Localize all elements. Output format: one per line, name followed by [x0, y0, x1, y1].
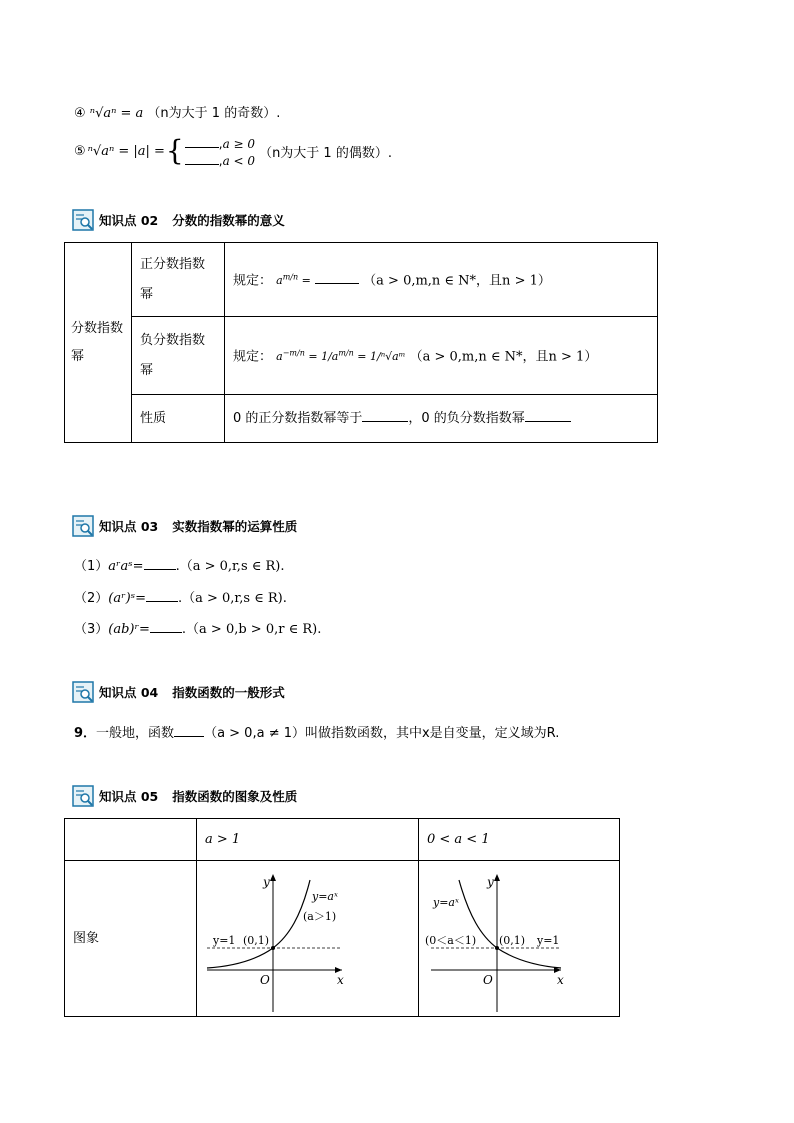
property-item-2-blank: [146, 588, 178, 602]
section-05-subtitle: 指数函数的图象及性质: [172, 789, 298, 804]
row-label-cell: [65, 861, 197, 1017]
graph1-point: [271, 946, 275, 950]
graph1-y-label: y: [263, 874, 270, 889]
graph1-x-label: x: [337, 972, 344, 987]
section-04-heading: [72, 681, 285, 703]
property-text-1: 0 的正分数指数幂等于: [233, 410, 363, 426]
rule-5-formula: ⁿ√aⁿ = |a| =: [87, 143, 165, 159]
graph2-y-label: y: [487, 874, 494, 889]
label-negative: 负分数指数幂: [140, 332, 206, 378]
property-item-3-num: （3）: [74, 622, 109, 637]
graph2-curve: [459, 880, 561, 968]
row-header: 分数指数幂: [71, 320, 124, 364]
section-05-title: 知识点 05: [99, 789, 159, 804]
section-02-title: 知识点 02: [99, 213, 159, 228]
content-cell-negative: [225, 317, 658, 395]
property-item-1-num: （1）: [74, 559, 109, 574]
rule-4-number: ④: [74, 106, 86, 121]
graph-cell-1: [197, 861, 419, 1017]
graph2-line-label: y=1: [537, 933, 560, 947]
definition-text-2: （a > 0,a ≠ 1）叫做指数函数，其中x是自变量，定义域为R.: [204, 726, 560, 741]
graph2-y-arrow: [494, 874, 500, 881]
header-cell-a-between: [419, 819, 620, 861]
graph1-y-arrow: [270, 874, 276, 881]
graph-decay: [419, 862, 619, 1016]
graph-growth: [197, 862, 418, 1016]
definition-line: [74, 722, 559, 741]
row-header-cell: [65, 243, 132, 443]
section-02-subtitle: 分数的指数幂的意义: [172, 213, 285, 228]
section-04-title: 知识点 04: [99, 685, 159, 700]
graph1-point-label: (0,1): [243, 933, 270, 947]
rule-5-case1: a ≥ 0: [222, 137, 256, 151]
magnifier-book-icon: [72, 515, 94, 537]
label-cell-property: [132, 395, 225, 443]
section-05-heading: [72, 785, 297, 807]
definition-blank: [174, 723, 204, 737]
row-label-graph: 图象: [73, 930, 100, 946]
section-03-heading: [72, 515, 297, 537]
property-text-2: ，0 的负分数指数幂: [408, 410, 525, 426]
rule-5-number: ⑤: [74, 143, 86, 159]
magnifier-book-icon: [72, 785, 94, 807]
positive-blank: [315, 270, 359, 284]
graph1-curve: [207, 880, 310, 968]
graph-cell-2: [419, 861, 620, 1017]
label-cell-negative: [132, 317, 225, 395]
property-item-1-blank: [144, 556, 176, 570]
property-item-1-lhs: aʳaˢ=: [108, 559, 144, 574]
property-item-3-blank: [150, 619, 182, 633]
exponential-function-table: [64, 818, 620, 1017]
negative-prefix: 规定：: [233, 349, 273, 365]
rule-5: [74, 134, 392, 168]
positive-condition: （a > 0,m,n ∈ N*，且n > 1）: [363, 273, 551, 289]
graph2-origin: O: [483, 972, 493, 987]
rule-4-condition: （n为大于 1 的奇数）.: [147, 106, 281, 121]
section-03-subtitle: 实数指数幂的运算性质: [172, 519, 298, 534]
header-a-gt-1: a > 1: [205, 831, 241, 847]
property-item-1: [74, 555, 285, 574]
rule-5-brace: {: [165, 134, 184, 167]
magnifier-book-icon: [72, 681, 94, 703]
header-a-between: 0 < a < 1: [427, 831, 490, 847]
section-04-subtitle: 指数函数的一般形式: [172, 685, 285, 700]
property-item-3-lhs: (ab)ʳ=: [108, 622, 150, 637]
graph1-origin: O: [260, 972, 270, 987]
header-cell-a-gt-1: [197, 819, 419, 861]
property-item-2-lhs: (aʳ)ˢ=: [108, 591, 146, 606]
graph1-condition: (a＞1): [303, 909, 337, 923]
property-blank-1: [362, 408, 408, 422]
property-item-2-num: （2）: [74, 591, 109, 606]
negative-formula: $a^{-m/n} = 1/a^{m/n}$ = 1/ⁿ√aᵐ: [276, 348, 406, 364]
fractional-exponent-table: [64, 242, 658, 443]
property-item-3: [74, 618, 321, 637]
positive-prefix: 规定：: [233, 273, 273, 289]
content-cell-positive: [225, 243, 658, 317]
graph2-condition: (0＜a＜1): [425, 933, 477, 947]
positive-formula: $a^{m/n}$ =: [276, 272, 311, 288]
content-cell-property: [225, 395, 658, 443]
graph1-line-label: y=1: [213, 933, 236, 947]
rule-4-formula: ⁿ√aⁿ = a: [89, 106, 144, 121]
rule-5-case2: a < 0: [222, 154, 256, 168]
property-blank-2: [525, 408, 571, 422]
section-03-title: 知识点 03: [99, 519, 159, 534]
graph1-curve-label: y=aˣ: [312, 889, 338, 903]
graph2-x-label: x: [557, 972, 564, 987]
graph2-point-label: (0,1): [499, 933, 526, 947]
property-item-3-condition: .（a > 0,b > 0,r ∈ R).: [181, 622, 322, 637]
rule-4: [74, 102, 280, 121]
rule-5-condition: （n为大于 1 的偶数）.: [259, 145, 392, 161]
property-item-2: [74, 587, 287, 606]
definition-text-1: 一般地，函数: [96, 726, 175, 741]
magnifier-book-icon: [72, 209, 94, 231]
label-cell-positive: [132, 243, 225, 317]
definition-num: 9．: [74, 726, 97, 741]
negative-condition: （a > 0,m,n ∈ N*，且n > 1）: [409, 349, 598, 365]
rule-5-cases: ,a ≥ 0 ,a < 0: [185, 134, 255, 168]
property-item-1-condition: .（a > 0,r,s ∈ R).: [175, 559, 285, 574]
section-02-heading: [72, 209, 285, 231]
corner-cell: [65, 819, 197, 861]
label-property: 性质: [140, 410, 167, 426]
graph2-curve-label: y=aˣ: [433, 895, 459, 909]
property-item-2-condition: .（a > 0,r,s ∈ R).: [177, 591, 287, 606]
label-positive: 正分数指数幂: [140, 256, 206, 302]
